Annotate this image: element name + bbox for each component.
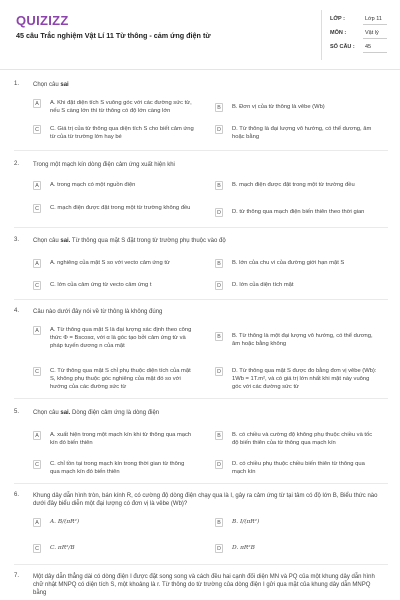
- option-letter: C: [33, 204, 41, 213]
- option-letter: C: [33, 544, 41, 553]
- option-text: D. Từ thông qua mặt S được đo bằng đơn vị vêbe (Wb): 1Wb = 1T.m², và có giá trị lớn nhất khi mặt này vuông góc với các đường sức từ: [232, 368, 377, 390]
- question-text: Chọn câu sai. Dòng điện cảm ứng là dòng điện: [33, 410, 160, 416]
- question-separator: [14, 483, 388, 484]
- option-letter: D: [215, 367, 223, 376]
- option-letter: B: [215, 181, 223, 190]
- question-separator: [14, 227, 388, 228]
- option-letter: A: [33, 326, 41, 335]
- question-text: Chọn câu sai. Từ thông qua mặt S đặt trong từ trường phụ thuộc vào độ: [33, 238, 226, 244]
- header-separator: [0, 69, 400, 70]
- option-letter: D: [215, 544, 223, 553]
- question-number: 2.: [14, 161, 20, 167]
- option-letter: C: [33, 460, 41, 469]
- option-text: D. có chiều phụ thuộc chiều biến thiên từ thông qua mạch kín: [232, 461, 365, 475]
- option-text: C. πR²/B: [50, 545, 75, 551]
- option-letter: C: [33, 367, 41, 376]
- option-letter: C: [33, 125, 41, 134]
- option-text: A. xuất hiện trong một mạch kín khi từ thông qua mạch kín đó biến thiên: [50, 432, 192, 446]
- option-letter: D: [215, 281, 223, 290]
- option-text: A. Khi đặt diện tích S vuông góc với các đường sức từ, nếu S càng lớn thì từ thông có độ lớn càng lớn: [50, 100, 192, 114]
- option-text: C. chỉ tồn tại trong mạch kín trong thời gian từ thông qua mạch kín đó biến thiên: [50, 461, 185, 475]
- meta-label-count: SỐ CÂU :: [330, 44, 355, 50]
- document-title: 45 câu Trắc nghiệm Vật Lí 11 Từ thông - cảm ứng điện từ: [16, 31, 211, 40]
- question-separator: [14, 398, 388, 399]
- option-text: D. từ thông qua mạch điện biến thiên theo thời gian: [232, 209, 365, 215]
- meta-label-subject: MÔN :: [330, 30, 347, 36]
- option-text: B. Từ thông là một đại lượng vô hướng, có thể dương, âm hoặc bằng không: [232, 333, 373, 347]
- option-letter: A: [33, 99, 41, 108]
- question-separator: [14, 299, 388, 300]
- quizizz-logo: QUIZIZZ: [16, 13, 69, 28]
- option-text: B. I/(πR²): [232, 519, 260, 525]
- option-text: C. mạch điện được đặt trong một từ trường không đều: [50, 205, 191, 211]
- option-text: B. mạch điện được đặt trong một từ trường đều: [232, 182, 355, 188]
- option-letter: A: [33, 181, 41, 190]
- question-text: Trong một mạch kín dòng điện cảm ứng xuất hiện khi: [33, 162, 175, 168]
- option-text: A. trong mạch có một nguồn điện: [50, 182, 136, 188]
- option-letter: B: [215, 259, 223, 268]
- option-letter: A: [33, 431, 41, 440]
- option-letter: B: [215, 431, 223, 440]
- option-letter: B: [215, 332, 223, 341]
- option-letter: C: [33, 281, 41, 290]
- meta-value-count: 45: [365, 44, 372, 50]
- option-text: A. nghiêng của mặt S so với vecto cảm ứng từ: [50, 260, 170, 266]
- option-letter: B: [215, 103, 223, 112]
- question-number: 3.: [14, 237, 20, 243]
- meta-value-subject: Vật lý: [365, 30, 379, 36]
- option-letter: B: [215, 518, 223, 527]
- option-letter: A: [33, 518, 41, 527]
- option-text: A. Từ thông qua mặt S là đại lượng xác định theo công thức Φ = Bscosα, với α là góc tạo bởi cảm ứng từ và pháp tuyến dương n của mặt: [50, 327, 192, 349]
- question-text: Khung dây dẫn hình tròn, bán kính R, có cường độ dòng điện chạy qua là I, gây ra cảm ứng từ tại tâm có độ lớn B, Biểu thức nào dưới đây biểu diễn một đại lượng có đơn vị là vêbe (Wb)?: [33, 493, 378, 507]
- question-number: 5.: [14, 409, 20, 415]
- question-separator: [14, 564, 388, 565]
- option-text: D. πR²B: [232, 545, 255, 551]
- option-text: D. Từ thông là đại lượng vô hướng, có thể dương, âm hoặc bằng: [232, 126, 372, 140]
- option-letter: D: [215, 460, 223, 469]
- option-text: B. lớn của chu vi của đường giới hạn mặt S: [232, 260, 345, 266]
- option-text: D. lớn của diện tích mặt: [232, 282, 294, 288]
- question-separator: [14, 150, 388, 151]
- option-letter: A: [33, 259, 41, 268]
- meta-underline: [363, 38, 387, 39]
- meta-underline: [363, 24, 387, 25]
- question-number: 1.: [14, 81, 20, 87]
- option-text: C. lớn của cảm ứng từ vecto cảm ứng t: [50, 282, 152, 288]
- option-letter: D: [215, 208, 223, 217]
- option-letter: D: [215, 125, 223, 134]
- option-text: B. có chiều và cường độ không phụ thuộc chiều và tốc độ biến thiên của từ thông qua mạch kín: [232, 432, 373, 446]
- question-number: 4.: [14, 308, 20, 314]
- meta-underline: [363, 52, 387, 53]
- question-number: 7.: [14, 573, 20, 579]
- option-text: A. B/(πR²): [50, 519, 80, 525]
- question-text: Chọn câu sai: [33, 82, 69, 88]
- meta-label-class: LỚP :: [330, 16, 345, 22]
- worksheet-header: [0, 0, 400, 68]
- meta-value-class: Lớp 11: [365, 16, 382, 22]
- option-text: C. Giá trị của từ thông qua diện tích S cho biết cảm ứng từ của từ trường lớn hay bé: [50, 126, 194, 140]
- header-divider: [321, 10, 322, 60]
- question-text: Câu nào dưới đây nói về từ thông là không đúng: [33, 309, 163, 315]
- option-text: B. Đơn vị của từ thông là vêbe (Wb): [232, 104, 325, 110]
- question-text: Một dây dẫn thẳng dài có dòng điện I được đặt song song và cách đều hai cạnh đối diện MN và PQ của một khung dây dẫn hình chữ nhật MNPQ có diện tích S, một khoảng là r. Từ thông do từ trường của dòng điện I gửi qua mặt của khung dây dẫn MNPQ bằng: [33, 574, 375, 596]
- option-text: C. Từ thông qua mặt S chỉ phụ thuộc diện tích của mặt S, không phụ thuộc góc nghiêng của mặt đó so với hướng của các đường sức từ: [50, 368, 191, 390]
- question-number: 6.: [14, 492, 20, 498]
